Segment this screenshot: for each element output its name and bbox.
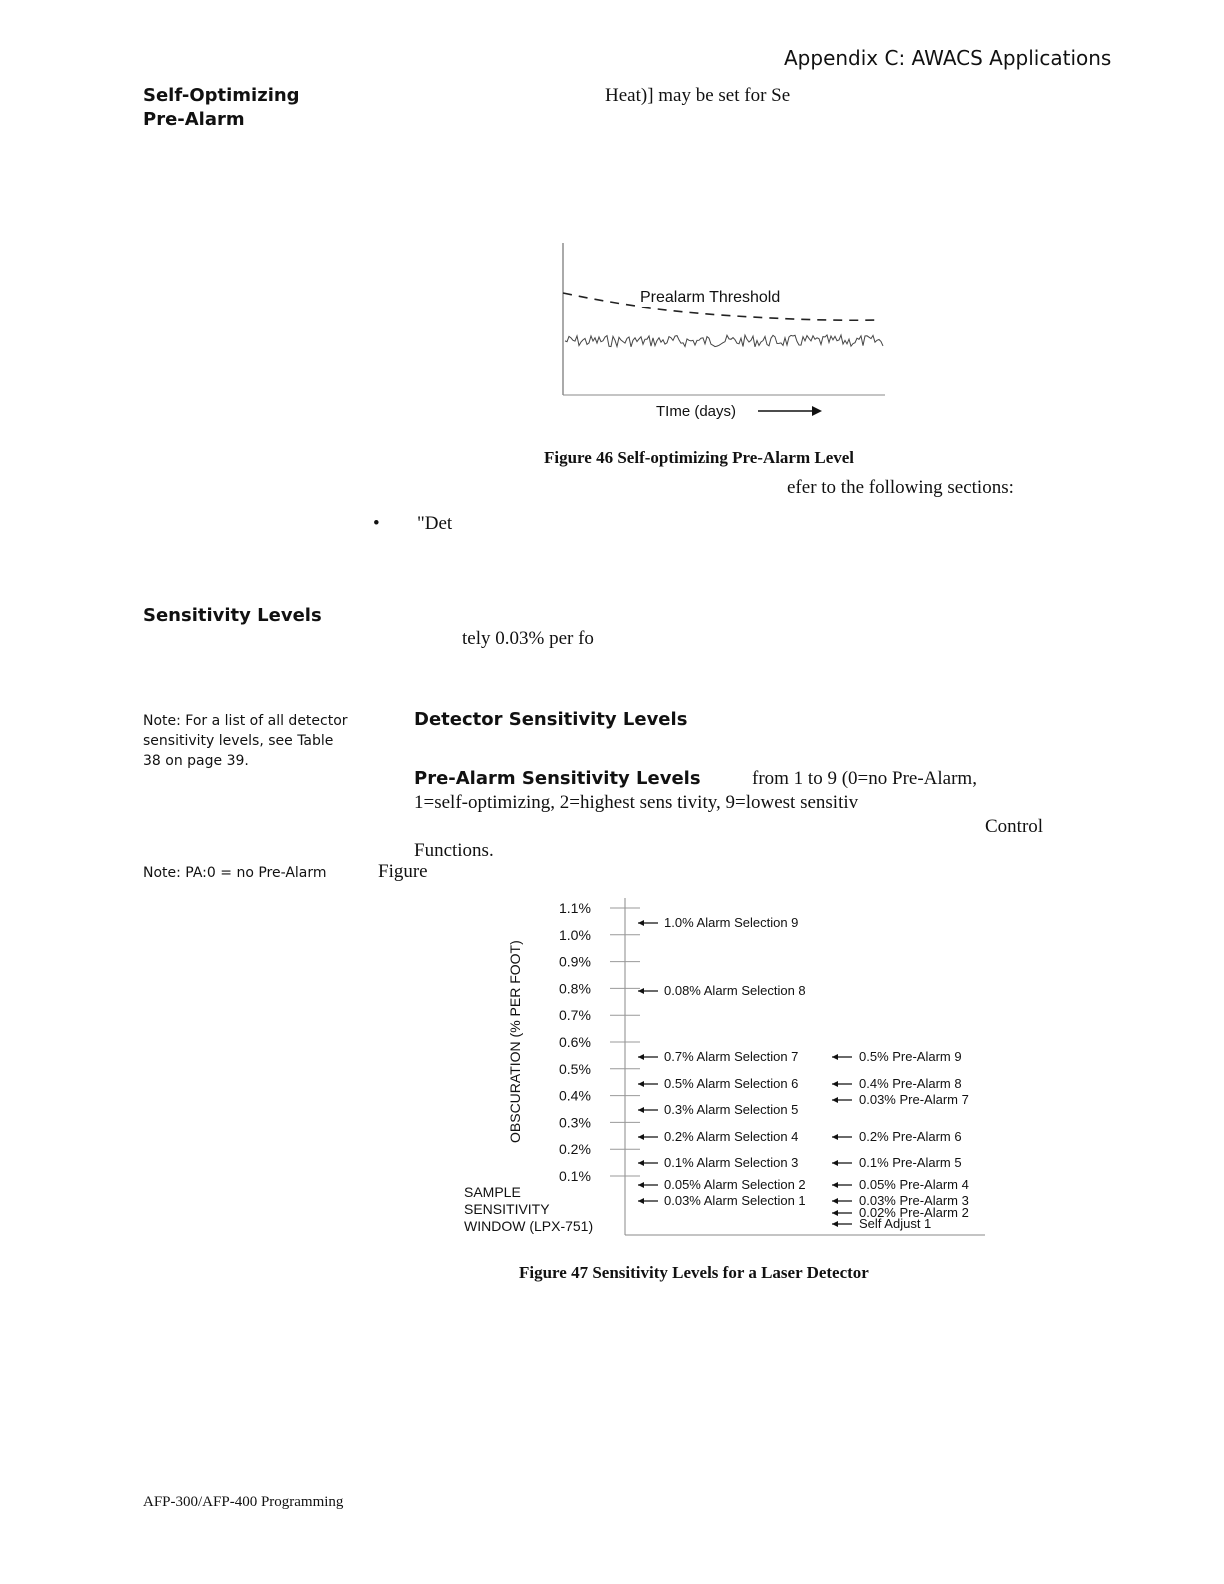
figure-47-sensitivity-scale <box>440 890 1000 1250</box>
alarm-selection-label: 0.08% Alarm Selection 8 <box>664 983 806 998</box>
prealarm-label: 0.03% Pre-Alarm 3 <box>859 1193 969 1208</box>
prealarm-label: 0.03% Pre-Alarm 7 <box>859 1092 969 1107</box>
heading-line: Self-Optimizing <box>143 85 300 106</box>
window-label-line: WINDOW (LPX-751) <box>464 1218 594 1234</box>
tick-label: 0.6% <box>559 1034 591 1050</box>
subheading-detector-sensitivity: Detector Sensitivity Levels <box>414 709 688 730</box>
alarm-selection-label: 0.05% Alarm Selection 2 <box>664 1177 806 1192</box>
bullet-text: "Det <box>417 513 453 534</box>
alarm-selection-label: 0.2% Alarm Selection 4 <box>664 1129 799 1144</box>
prealarm-label: 0.05% Pre-Alarm 4 <box>859 1177 969 1192</box>
subheading-prealarm-sensitivity: Pre-Alarm Sensitivity Levels <box>414 768 701 789</box>
figure-47-caption: Figure 47 Sensitivity Levels for a Laser Detector <box>519 1263 869 1282</box>
tick-label: 1.0% <box>559 926 591 943</box>
tick-label: 1.1% <box>559 900 591 916</box>
y-axis-label: OBSCURATION (% PER FOOT) <box>507 940 523 1143</box>
figure-46-graph <box>540 235 900 435</box>
left-arrow-icon <box>638 1134 644 1140</box>
prealarm-label: 0.4% Pre-Alarm 8 <box>859 1076 962 1091</box>
noise-signal <box>565 335 883 347</box>
prealarm-label: 0.5% Pre-Alarm 9 <box>859 1049 962 1064</box>
tick-label: 0.4% <box>559 1087 591 1104</box>
left-arrow-icon <box>638 1054 644 1060</box>
arrow-head-icon <box>812 406 822 416</box>
left-arrow-icon <box>832 1182 838 1188</box>
prealarm-label: Self Adjust 1 <box>859 1216 932 1231</box>
body-text: Control <box>985 816 1044 837</box>
body-text: Heat)] may be set for Se <box>605 85 791 106</box>
alarm-selection-label: 1.0% Alarm Selection 9 <box>664 915 799 930</box>
tick-label: 0.5% <box>559 1060 591 1077</box>
left-arrow-icon <box>638 1182 644 1188</box>
body-text: 1=self-optimizing, 2=highest sens tivity, 9=lowest sensitiv <box>414 792 859 813</box>
section-heading-sensitivity-levels: Sensitivity Levels <box>143 605 322 626</box>
tick-label: 0.2% <box>559 1141 591 1158</box>
section-heading-self-optimizing <box>143 84 300 132</box>
body-text: efer to the following sections: <box>787 477 1014 498</box>
alarm-selection-label: 0.5% Alarm Selection 6 <box>664 1076 799 1091</box>
left-arrow-icon <box>638 1160 644 1166</box>
prealarm-label: 0.1% Pre-Alarm 5 <box>859 1155 962 1170</box>
left-arrow-icon <box>638 1081 644 1087</box>
tick-label: 0.1% <box>559 1168 591 1184</box>
left-arrow-icon <box>638 1198 644 1204</box>
left-arrow-icon <box>832 1054 838 1060</box>
prealarm-label: 0.2% Pre-Alarm 6 <box>859 1129 962 1144</box>
time-axis-label: TIme (days) <box>656 403 737 420</box>
alarm-selection-label: 0.3% Alarm Selection 5 <box>664 1102 799 1117</box>
tick-label: 0.7% <box>559 1007 591 1024</box>
sidebar-note: Note: For a list of all detector sensitivity levels, see Table 38 on page 39. <box>143 713 348 769</box>
page-header: Appendix C: AWACS Applications <box>784 46 1112 70</box>
left-arrow-icon <box>638 988 644 994</box>
page-footer: AFP-300/AFP-400 Programming <box>143 1494 344 1510</box>
left-arrow-icon <box>832 1160 838 1166</box>
left-arrow-icon <box>832 1097 838 1103</box>
prealarm-label: 0.02% Pre-Alarm 2 <box>859 1205 969 1220</box>
sidebar-note: Note: PA:0 = no Pre-Alarm <box>143 865 327 881</box>
alarm-selection-label: 0.03% Alarm Selection 1 <box>664 1193 806 1208</box>
left-arrow-icon <box>832 1134 838 1140</box>
threshold-label: Prealarm Threshold <box>640 289 781 306</box>
tick-label: 0.8% <box>559 980 591 997</box>
body-text: Functions. <box>414 840 494 861</box>
heading-line: Pre-Alarm <box>143 109 245 130</box>
alarm-selection-label: 0.1% Alarm Selection 3 <box>664 1155 799 1170</box>
window-label-line: SAMPLE <box>464 1184 521 1200</box>
alarm-selection-label: 0.7% Alarm Selection 7 <box>664 1049 799 1064</box>
left-arrow-icon <box>832 1198 838 1204</box>
body-text: from 1 to 9 (0=no Pre-Alarm, <box>752 768 977 789</box>
figure-reference: Figure <box>378 861 428 882</box>
left-arrow-icon <box>832 1221 838 1227</box>
window-label-line: SENSITIVITY <box>464 1201 550 1217</box>
left-arrow-icon <box>832 1081 838 1087</box>
left-arrow-icon <box>638 1107 644 1113</box>
bullet-icon: • <box>373 513 380 534</box>
figure-46-caption: Figure 46 Self-optimizing Pre-Alarm Level <box>544 448 855 467</box>
tick-label: 0.9% <box>559 953 591 970</box>
body-text: tely 0.03% per fo <box>462 628 594 649</box>
tick-label: 0.3% <box>559 1114 591 1131</box>
left-arrow-icon <box>832 1210 838 1216</box>
left-arrow-icon <box>638 920 644 926</box>
